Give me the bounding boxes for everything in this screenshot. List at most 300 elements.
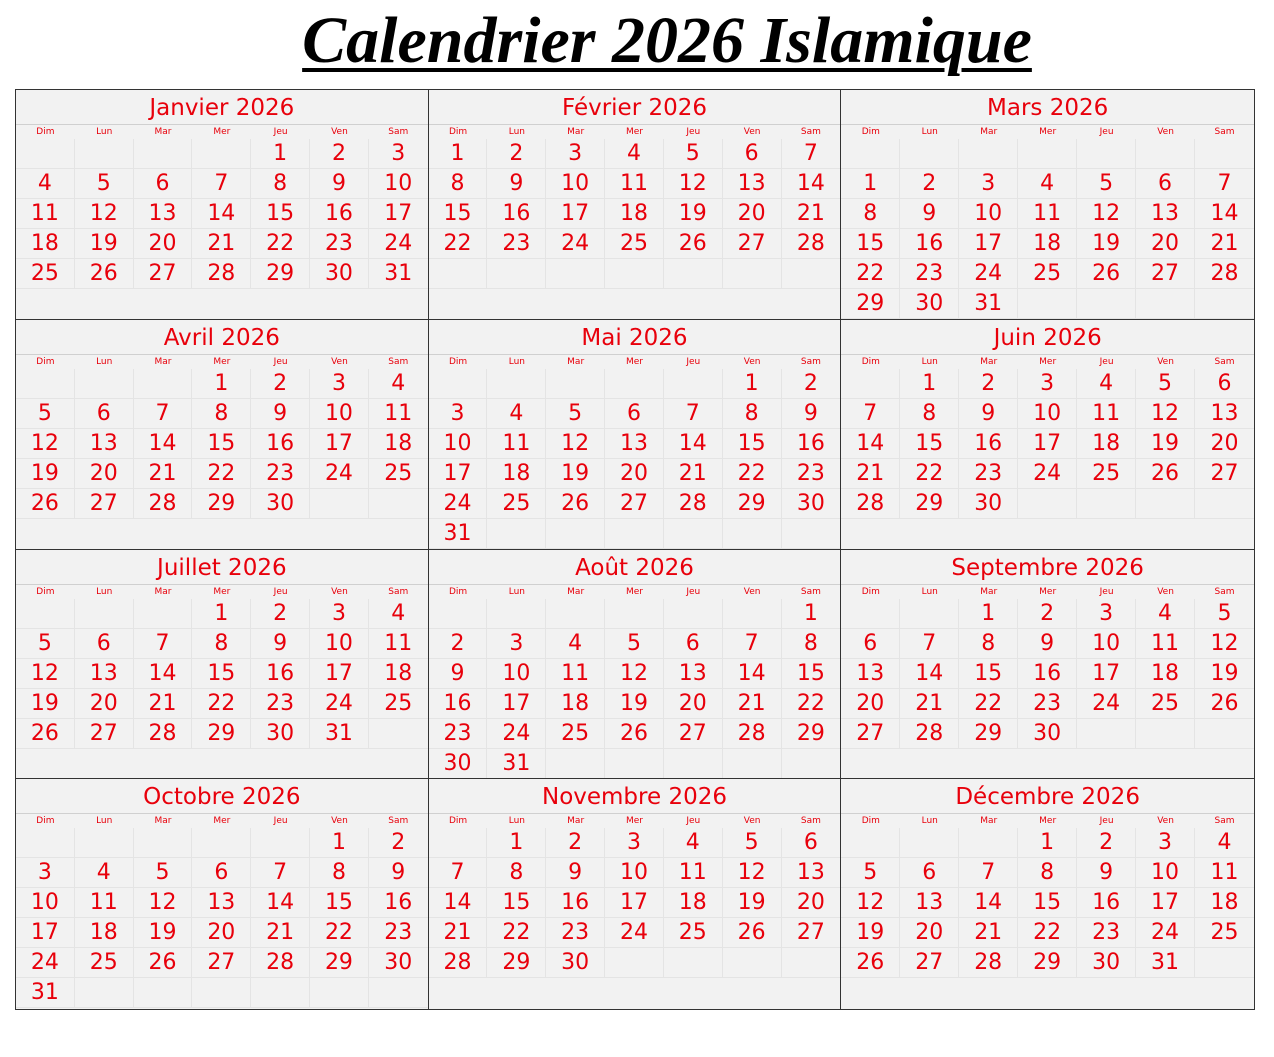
day-cell: 26: [664, 229, 723, 259]
day-cell: 25: [664, 918, 723, 948]
weekday-label: Jeu: [686, 356, 701, 367]
month-panel: [429, 779, 842, 1009]
day-cell: 28: [664, 489, 723, 519]
day-cell: 12: [1077, 199, 1136, 229]
day-cell: 2: [487, 139, 546, 169]
day-cell: 19: [1077, 229, 1136, 259]
day-cell: 4: [75, 858, 134, 888]
day-cell: 14: [782, 169, 841, 199]
day-cell: 27: [134, 259, 193, 289]
weekday-label: Sam: [388, 586, 409, 597]
empty-day-cell: [1136, 719, 1195, 749]
days-grid: [16, 599, 428, 749]
day-cell: 23: [251, 689, 310, 719]
weekday-label: Dim: [861, 816, 880, 827]
day-cell: 26: [16, 719, 75, 749]
weekday-label: Mer: [1039, 356, 1057, 367]
day-cell: 12: [664, 169, 723, 199]
weekday-label: Ven: [1157, 816, 1174, 827]
day-cell: 22: [959, 689, 1018, 719]
day-cell: 3: [487, 629, 546, 659]
page-title: [0, 2, 1274, 80]
day-cell: 18: [487, 459, 546, 489]
month-title: Septembre 2026: [841, 550, 1254, 585]
empty-day-cell: [429, 828, 488, 858]
weekday-row: [841, 125, 1254, 139]
weekday-label: Jeu: [686, 127, 701, 137]
day-cell: 2: [782, 369, 841, 399]
weekday-label: Ven: [331, 816, 348, 827]
days-grid: [16, 139, 428, 289]
empty-day-cell: [487, 519, 546, 549]
weekday-label: Lun: [921, 356, 938, 367]
day-cell: 27: [664, 719, 723, 749]
weekday-label: Sam: [1214, 816, 1235, 827]
calendar-grid: [15, 89, 1255, 1010]
weekday-label: Mar: [567, 816, 585, 827]
day-cell: 15: [959, 659, 1018, 689]
empty-day-cell: [1077, 489, 1136, 519]
day-cell: 26: [1077, 259, 1136, 289]
empty-day-cell: [959, 828, 1018, 858]
day-cell: 7: [251, 858, 310, 888]
day-cell: 30: [782, 489, 841, 519]
weekday-label: Sam: [1214, 586, 1235, 597]
day-cell: 29: [959, 719, 1018, 749]
day-cell: 23: [1077, 918, 1136, 948]
day-cell: 14: [959, 888, 1018, 918]
month-title: Novembre 2026: [429, 779, 841, 814]
weekday-label: Jeu: [273, 127, 288, 137]
day-cell: 3: [369, 139, 428, 169]
day-cell: 17: [487, 689, 546, 719]
empty-day-cell: [429, 259, 488, 289]
month-title: Août 2026: [429, 550, 841, 585]
day-cell: 16: [369, 888, 428, 918]
day-cell: 2: [1018, 599, 1077, 629]
month-title: Février 2026: [429, 90, 841, 125]
day-cell: 9: [310, 169, 369, 199]
empty-day-cell: [1136, 139, 1195, 169]
day-cell: 19: [16, 459, 75, 489]
day-cell: 21: [900, 689, 959, 719]
day-cell: 13: [134, 199, 193, 229]
day-cell: 18: [16, 229, 75, 259]
day-cell: 13: [75, 659, 134, 689]
day-cell: 15: [723, 429, 782, 459]
day-cell: 15: [782, 659, 841, 689]
day-cell: 6: [75, 629, 134, 659]
day-cell: 10: [487, 659, 546, 689]
weekday-label: Sam: [388, 127, 409, 137]
day-cell: 10: [16, 888, 75, 918]
day-cell: 8: [487, 858, 546, 888]
day-cell: 22: [841, 259, 900, 289]
weekday-row: [429, 814, 841, 828]
day-cell: 4: [369, 369, 428, 399]
day-cell: 9: [251, 399, 310, 429]
weekday-label: Sam: [800, 127, 821, 137]
day-cell: 1: [251, 139, 310, 169]
weekday-label: Jeu: [273, 356, 288, 367]
weekday-row: [16, 355, 428, 369]
weekday-label: Ven: [1157, 586, 1174, 597]
month-title: Mai 2026: [429, 320, 841, 355]
day-cell: 20: [1136, 229, 1195, 259]
weekday-label: Mer: [625, 127, 643, 137]
day-cell: 24: [429, 489, 488, 519]
day-cell: 7: [192, 169, 251, 199]
day-cell: 28: [134, 489, 193, 519]
day-cell: 12: [1136, 399, 1195, 429]
month-title: Janvier 2026: [16, 90, 428, 125]
day-cell: 8: [429, 169, 488, 199]
month-panel: [16, 550, 429, 780]
day-cell: 9: [546, 858, 605, 888]
day-cell: 14: [429, 888, 488, 918]
empty-day-cell: [782, 948, 841, 978]
day-cell: 18: [75, 918, 134, 948]
day-cell: 27: [75, 489, 134, 519]
empty-day-cell: [664, 519, 723, 549]
day-cell: 5: [134, 858, 193, 888]
day-cell: 13: [782, 858, 841, 888]
day-cell: 5: [1195, 599, 1254, 629]
day-cell: 10: [1136, 858, 1195, 888]
day-cell: 2: [251, 369, 310, 399]
empty-day-cell: [1077, 289, 1136, 319]
empty-day-cell: [369, 719, 428, 749]
day-cell: 3: [1136, 828, 1195, 858]
day-cell: 30: [900, 289, 959, 319]
empty-day-cell: [1195, 719, 1254, 749]
weekday-label: Mer: [213, 586, 231, 597]
day-cell: 6: [723, 139, 782, 169]
empty-day-cell: [134, 828, 193, 858]
empty-day-cell: [723, 599, 782, 629]
weekday-label: Sam: [1214, 127, 1235, 137]
days-grid: [841, 369, 1254, 519]
empty-day-cell: [782, 749, 841, 779]
weekday-label: Mar: [980, 127, 998, 137]
day-cell: 12: [723, 858, 782, 888]
day-cell: 1: [310, 828, 369, 858]
empty-day-cell: [16, 599, 75, 629]
weekday-row: [16, 814, 428, 828]
empty-day-cell: [723, 749, 782, 779]
empty-day-cell: [664, 599, 723, 629]
empty-day-cell: [605, 948, 664, 978]
day-cell: 19: [546, 459, 605, 489]
day-cell: 10: [429, 429, 488, 459]
day-cell: 17: [546, 199, 605, 229]
day-cell: 20: [782, 888, 841, 918]
weekday-label: Lun: [921, 127, 938, 137]
empty-day-cell: [1018, 489, 1077, 519]
day-cell: 23: [1018, 689, 1077, 719]
empty-day-cell: [900, 139, 959, 169]
empty-day-cell: [369, 489, 428, 519]
day-cell: 4: [487, 399, 546, 429]
day-cell: 7: [134, 629, 193, 659]
weekday-label: Jeu: [686, 816, 701, 827]
day-cell: 22: [900, 459, 959, 489]
weekday-label: Lun: [921, 586, 938, 597]
day-cell: 4: [1018, 169, 1077, 199]
day-cell: 26: [841, 948, 900, 978]
empty-day-cell: [75, 978, 134, 1008]
empty-day-cell: [1195, 139, 1254, 169]
day-cell: 5: [546, 399, 605, 429]
day-cell: 23: [959, 459, 1018, 489]
empty-day-cell: [959, 139, 1018, 169]
day-cell: 4: [605, 139, 664, 169]
weekday-label: Jeu: [273, 586, 288, 597]
day-cell: 22: [723, 459, 782, 489]
day-cell: 12: [16, 429, 75, 459]
day-cell: 3: [605, 828, 664, 858]
month-title: Décembre 2026: [841, 779, 1254, 814]
day-cell: 19: [664, 199, 723, 229]
days-grid: [429, 828, 841, 978]
day-cell: 13: [900, 888, 959, 918]
day-cell: 7: [900, 629, 959, 659]
day-cell: 22: [192, 459, 251, 489]
day-cell: 26: [723, 918, 782, 948]
day-cell: 3: [310, 369, 369, 399]
weekday-label: Dim: [448, 356, 468, 367]
day-cell: 11: [16, 199, 75, 229]
day-cell: 28: [192, 259, 251, 289]
day-cell: 14: [134, 659, 193, 689]
day-cell: 3: [16, 858, 75, 888]
day-cell: 25: [369, 689, 428, 719]
day-cell: 13: [605, 429, 664, 459]
empty-day-cell: [1195, 289, 1254, 319]
empty-day-cell: [75, 369, 134, 399]
empty-day-cell: [487, 599, 546, 629]
day-cell: 9: [1077, 858, 1136, 888]
day-cell: 29: [251, 259, 310, 289]
weekday-label: Mar: [154, 586, 172, 597]
day-cell: 7: [841, 399, 900, 429]
day-cell: 21: [192, 229, 251, 259]
weekday-row: [16, 585, 428, 599]
day-cell: 13: [723, 169, 782, 199]
empty-day-cell: [723, 948, 782, 978]
day-cell: 22: [251, 229, 310, 259]
day-cell: 11: [1136, 629, 1195, 659]
day-cell: 1: [841, 169, 900, 199]
empty-day-cell: [429, 369, 488, 399]
month-panel: [429, 90, 842, 320]
day-cell: 10: [1077, 629, 1136, 659]
day-cell: 21: [134, 689, 193, 719]
weekday-label: Mar: [154, 127, 172, 137]
day-cell: 21: [134, 459, 193, 489]
day-cell: 28: [900, 719, 959, 749]
weekday-label: Sam: [800, 586, 821, 597]
day-cell: 16: [251, 429, 310, 459]
empty-day-cell: [664, 749, 723, 779]
day-cell: 22: [487, 918, 546, 948]
day-cell: 26: [16, 489, 75, 519]
weekday-row: [16, 125, 428, 139]
day-cell: 1: [487, 828, 546, 858]
month-panel: [16, 320, 429, 550]
day-cell: 25: [1018, 259, 1077, 289]
empty-day-cell: [605, 519, 664, 549]
day-cell: 22: [192, 689, 251, 719]
empty-day-cell: [310, 978, 369, 1008]
day-cell: 13: [1195, 399, 1254, 429]
day-cell: 6: [192, 858, 251, 888]
day-cell: 16: [900, 229, 959, 259]
day-cell: 1: [782, 599, 841, 629]
day-cell: 19: [723, 888, 782, 918]
weekday-label: Lun: [921, 816, 938, 827]
day-cell: 8: [1018, 858, 1077, 888]
day-cell: 18: [1077, 429, 1136, 459]
day-cell: 19: [75, 229, 134, 259]
day-cell: 20: [664, 689, 723, 719]
day-cell: 6: [664, 629, 723, 659]
day-cell: 10: [1018, 399, 1077, 429]
day-cell: 9: [959, 399, 1018, 429]
day-cell: 1: [192, 369, 251, 399]
empty-day-cell: [75, 139, 134, 169]
day-cell: 13: [192, 888, 251, 918]
day-cell: 6: [900, 858, 959, 888]
day-cell: 14: [134, 429, 193, 459]
day-cell: 6: [782, 828, 841, 858]
empty-day-cell: [605, 599, 664, 629]
day-cell: 24: [1077, 689, 1136, 719]
empty-day-cell: [251, 978, 310, 1008]
weekday-label: Mer: [625, 816, 643, 827]
day-cell: 1: [900, 369, 959, 399]
weekday-label: Jeu: [1099, 816, 1114, 827]
day-cell: 3: [310, 599, 369, 629]
day-cell: 5: [75, 169, 134, 199]
day-cell: 3: [429, 399, 488, 429]
day-cell: 5: [16, 629, 75, 659]
day-cell: 25: [1077, 459, 1136, 489]
empty-day-cell: [1018, 139, 1077, 169]
day-cell: 19: [1136, 429, 1195, 459]
day-cell: 31: [429, 519, 488, 549]
day-cell: 8: [782, 629, 841, 659]
weekday-label: Lun: [96, 356, 113, 367]
day-cell: 12: [605, 659, 664, 689]
day-cell: 22: [1018, 918, 1077, 948]
weekday-label: Mer: [625, 586, 643, 597]
empty-day-cell: [251, 828, 310, 858]
month-panel: [841, 320, 1254, 550]
day-cell: 26: [1136, 459, 1195, 489]
day-cell: 9: [251, 629, 310, 659]
empty-day-cell: [605, 749, 664, 779]
empty-day-cell: [487, 369, 546, 399]
day-cell: 26: [134, 948, 193, 978]
day-cell: 24: [369, 229, 428, 259]
day-cell: 30: [369, 948, 428, 978]
day-cell: 18: [664, 888, 723, 918]
weekday-label: Ven: [331, 127, 348, 137]
day-cell: 30: [959, 489, 1018, 519]
day-cell: 16: [1018, 659, 1077, 689]
day-cell: 31: [959, 289, 1018, 319]
day-cell: 9: [782, 399, 841, 429]
day-cell: 16: [310, 199, 369, 229]
empty-day-cell: [605, 369, 664, 399]
weekday-label: Jeu: [273, 816, 288, 827]
day-cell: 4: [1195, 828, 1254, 858]
day-cell: 9: [900, 199, 959, 229]
day-cell: 7: [723, 629, 782, 659]
day-cell: 22: [310, 918, 369, 948]
day-cell: 11: [664, 858, 723, 888]
day-cell: 16: [1077, 888, 1136, 918]
empty-day-cell: [664, 369, 723, 399]
day-cell: 23: [546, 918, 605, 948]
day-cell: 17: [310, 659, 369, 689]
weekday-label: Sam: [800, 356, 821, 367]
weekday-label: Dim: [36, 127, 55, 137]
empty-day-cell: [782, 259, 841, 289]
day-cell: 3: [959, 169, 1018, 199]
day-cell: 6: [75, 399, 134, 429]
month-title: Avril 2026: [16, 320, 428, 355]
day-cell: 4: [16, 169, 75, 199]
day-cell: 8: [900, 399, 959, 429]
day-cell: 9: [1018, 629, 1077, 659]
day-cell: 21: [1195, 229, 1254, 259]
month-panel: [841, 90, 1254, 320]
weekday-label: Ven: [743, 127, 761, 137]
day-cell: 19: [841, 918, 900, 948]
weekday-label: Mer: [1039, 816, 1057, 827]
month-panel: [16, 90, 429, 320]
weekday-label: Lun: [96, 816, 113, 827]
day-cell: 20: [134, 229, 193, 259]
day-cell: 29: [782, 719, 841, 749]
weekday-label: Mer: [1039, 586, 1057, 597]
day-cell: 19: [1195, 659, 1254, 689]
month-title: Mars 2026: [841, 90, 1254, 125]
month-title: Juin 2026: [841, 320, 1254, 355]
day-cell: 11: [369, 629, 428, 659]
day-cell: 13: [664, 659, 723, 689]
empty-day-cell: [310, 489, 369, 519]
day-cell: 17: [959, 229, 1018, 259]
empty-day-cell: [429, 599, 488, 629]
empty-day-cell: [900, 828, 959, 858]
day-cell: 20: [75, 459, 134, 489]
day-cell: 23: [429, 719, 488, 749]
day-cell: 27: [1195, 459, 1254, 489]
day-cell: 23: [487, 229, 546, 259]
month-panel: [429, 320, 842, 550]
day-cell: 11: [1018, 199, 1077, 229]
day-cell: 14: [900, 659, 959, 689]
day-cell: 14: [1195, 199, 1254, 229]
day-cell: 1: [192, 599, 251, 629]
weekday-label: Ven: [1157, 356, 1174, 367]
day-cell: 31: [1136, 948, 1195, 978]
weekday-label: Sam: [388, 816, 409, 827]
day-cell: 15: [429, 199, 488, 229]
